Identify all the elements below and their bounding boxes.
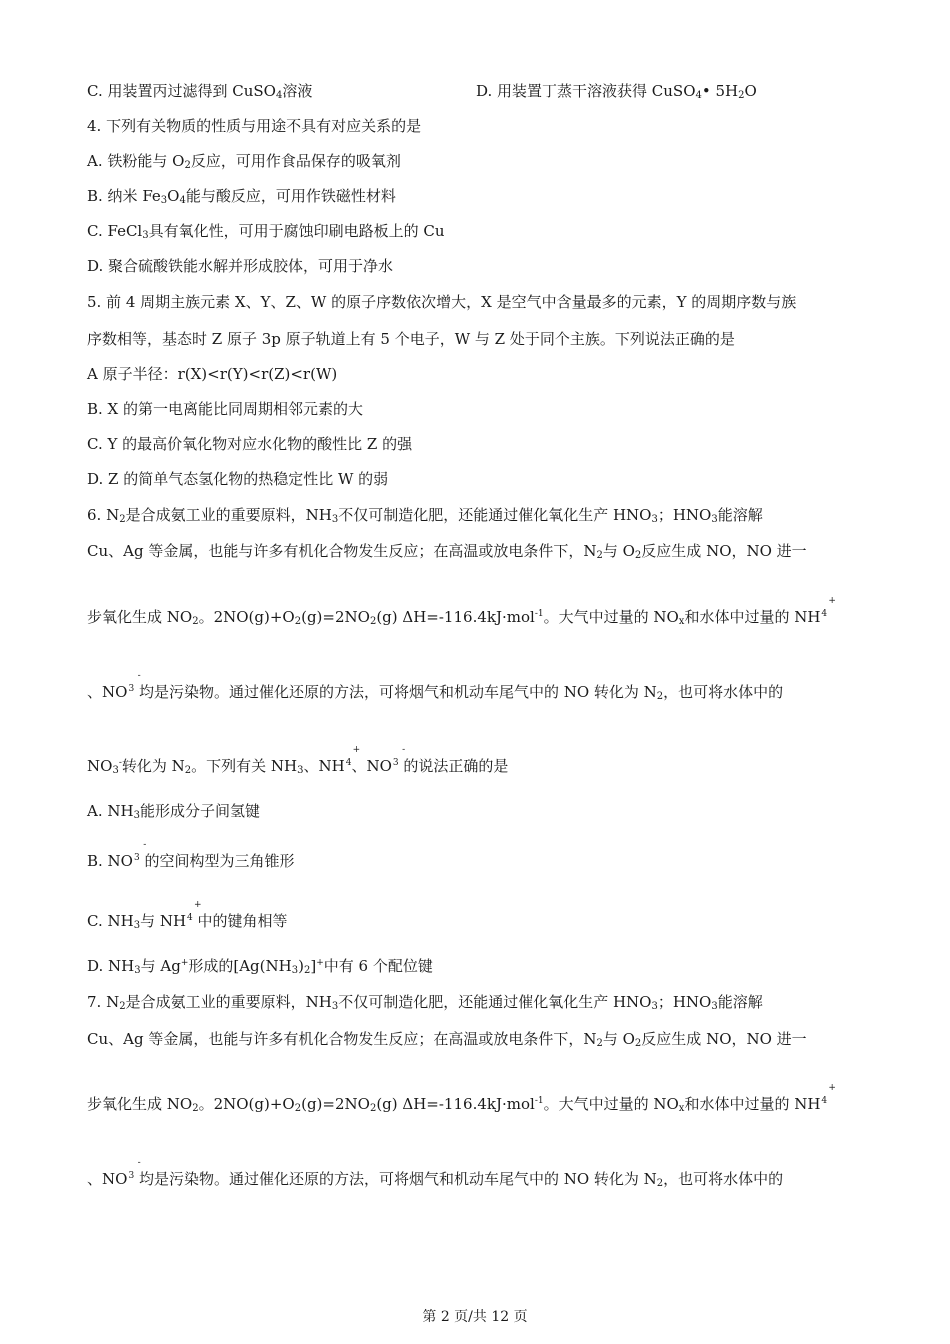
q5-option-b: B. X 的第一电离能比同周期相邻元素的大 [87, 400, 364, 418]
page-footer: 第 2 页/共 12 页 [422, 1309, 528, 1325]
q5-option-d: D. Z 的简单气态氢化物的热稳定性比 W 的弱 [87, 470, 389, 488]
q5-stem-line-2: 序数相等，基态时 Z 原子 3p 原子轨道上有 5 个电子，W 与 Z 处于同个主族。下列说法正确的是 [87, 330, 735, 348]
q5-option-c: C. Y 的最高价氧化物对应水化物的酸性比 Z 的强 [87, 435, 413, 453]
q6-stem: $NO_3^-$转化为 $N_2$。下列有关 $NH_3$、NH + $^4$、NO - $^3$ 的说法正确的是 [87, 745, 509, 776]
q6-option-d: D. $NH_3$与 Ag+形成的$[Ag(NH_3)_2]^+$中有 6 个配位键 [87, 957, 433, 976]
q5-option-a: A 原子半径：r(X)<r(Y)<r(Z)<r(W) [87, 365, 338, 383]
q7-passage-line-2: Cu、Ag 等金属，也能与许多有机化合物发生反应；在高温或放电条件下，$N_2$与 $O_2$反应生成 NO，NO 进一 [87, 1030, 807, 1049]
q6-passage-line-2: Cu、Ag 等金属，也能与许多有机化合物发生反应；在高温或放电条件下，$N_2$与 $O_2$反应生成 NO，NO 进一 [87, 542, 807, 561]
q6-option-a: A. $NH_3$能形成分子间氢键 [87, 802, 260, 821]
q6-option-c: C. $NH_3$与 NH + $^4$ 中的键角相等 [87, 900, 288, 931]
q4-option-c: C. FeCl$_3$具有氧化性，可用于腐蚀印刷电路板上的 Cu [87, 222, 445, 241]
q6-passage-line-3: 步氧化生成 $NO_2$。$2NO(g)+O_2(g)=2NO_2(g)$ ΔH=-116.4kJ·mol$^{-1}$。大气中过量的 $NO_x$和水体中过量的 NH + $^4$ [87, 596, 836, 627]
q6-passage-line-1: 6. $N_2$是合成氨工业的重要原料，$NH_3$不仅可制造化肥，还能通过催化氧化生产 $HNO_3$；$HNO_3$能溶解 [87, 506, 763, 525]
q3-option-c: C. 用装置丙过滤得到 CuSO$_4$溶液 [87, 82, 313, 101]
q6-passage-line-4: 、NO - $^3$ 均是污染物。通过催化还原的方法，可将烟气和机动车尾气中的 NO 转化为 $N_2$，也可将水体中的 [87, 671, 784, 702]
q4-option-d: D. 聚合硫酸铁能水解并形成胶体，可用于净水 [87, 257, 394, 275]
q7-passage-line-4: 、NO - $^3$ 均是污染物。通过催化还原的方法，可将烟气和机动车尾气中的 NO 转化为 $N_2$，也可将水体中的 [87, 1158, 784, 1189]
q6-option-b: B. NO - $^3$ 的空间构型为三角锥形 [87, 840, 295, 870]
q5-stem-line-1: 5. 前 4 周期主族元素 X、Y、Z、W 的原子序数依次增大，X 是空气中含量最多的元素，Y 的周期序数与族 [87, 293, 797, 311]
q4-stem: 4. 下列有关物质的性质与用途不具有对应关系的是 [87, 117, 422, 135]
q4-option-b: B. 纳米 $Fe_3O_4$能与酸反应，可用作铁磁性材料 [87, 187, 396, 206]
q4-option-a: A. 铁粉能与 $O_2$反应，可用作食品保存的吸氧剂 [87, 152, 401, 171]
q7-passage-line-1: 7. $N_2$是合成氨工业的重要原料，$NH_3$不仅可制造化肥，还能通过催化氧化生产 $HNO_3$；$HNO_3$能溶解 [87, 993, 763, 1012]
q3-option-d: D. 用装置丁蒸干溶液获得 CuSO$_4$• $5H_2O$ [476, 82, 757, 101]
q7-passage-line-3: 步氧化生成 $NO_2$。$2NO(g)+O_2(g)=2NO_2(g)$ ΔH=-116.4kJ·mol$^{-1}$。大气中过量的 $NO_x$和水体中过量的 NH + $^4$ [87, 1083, 836, 1114]
